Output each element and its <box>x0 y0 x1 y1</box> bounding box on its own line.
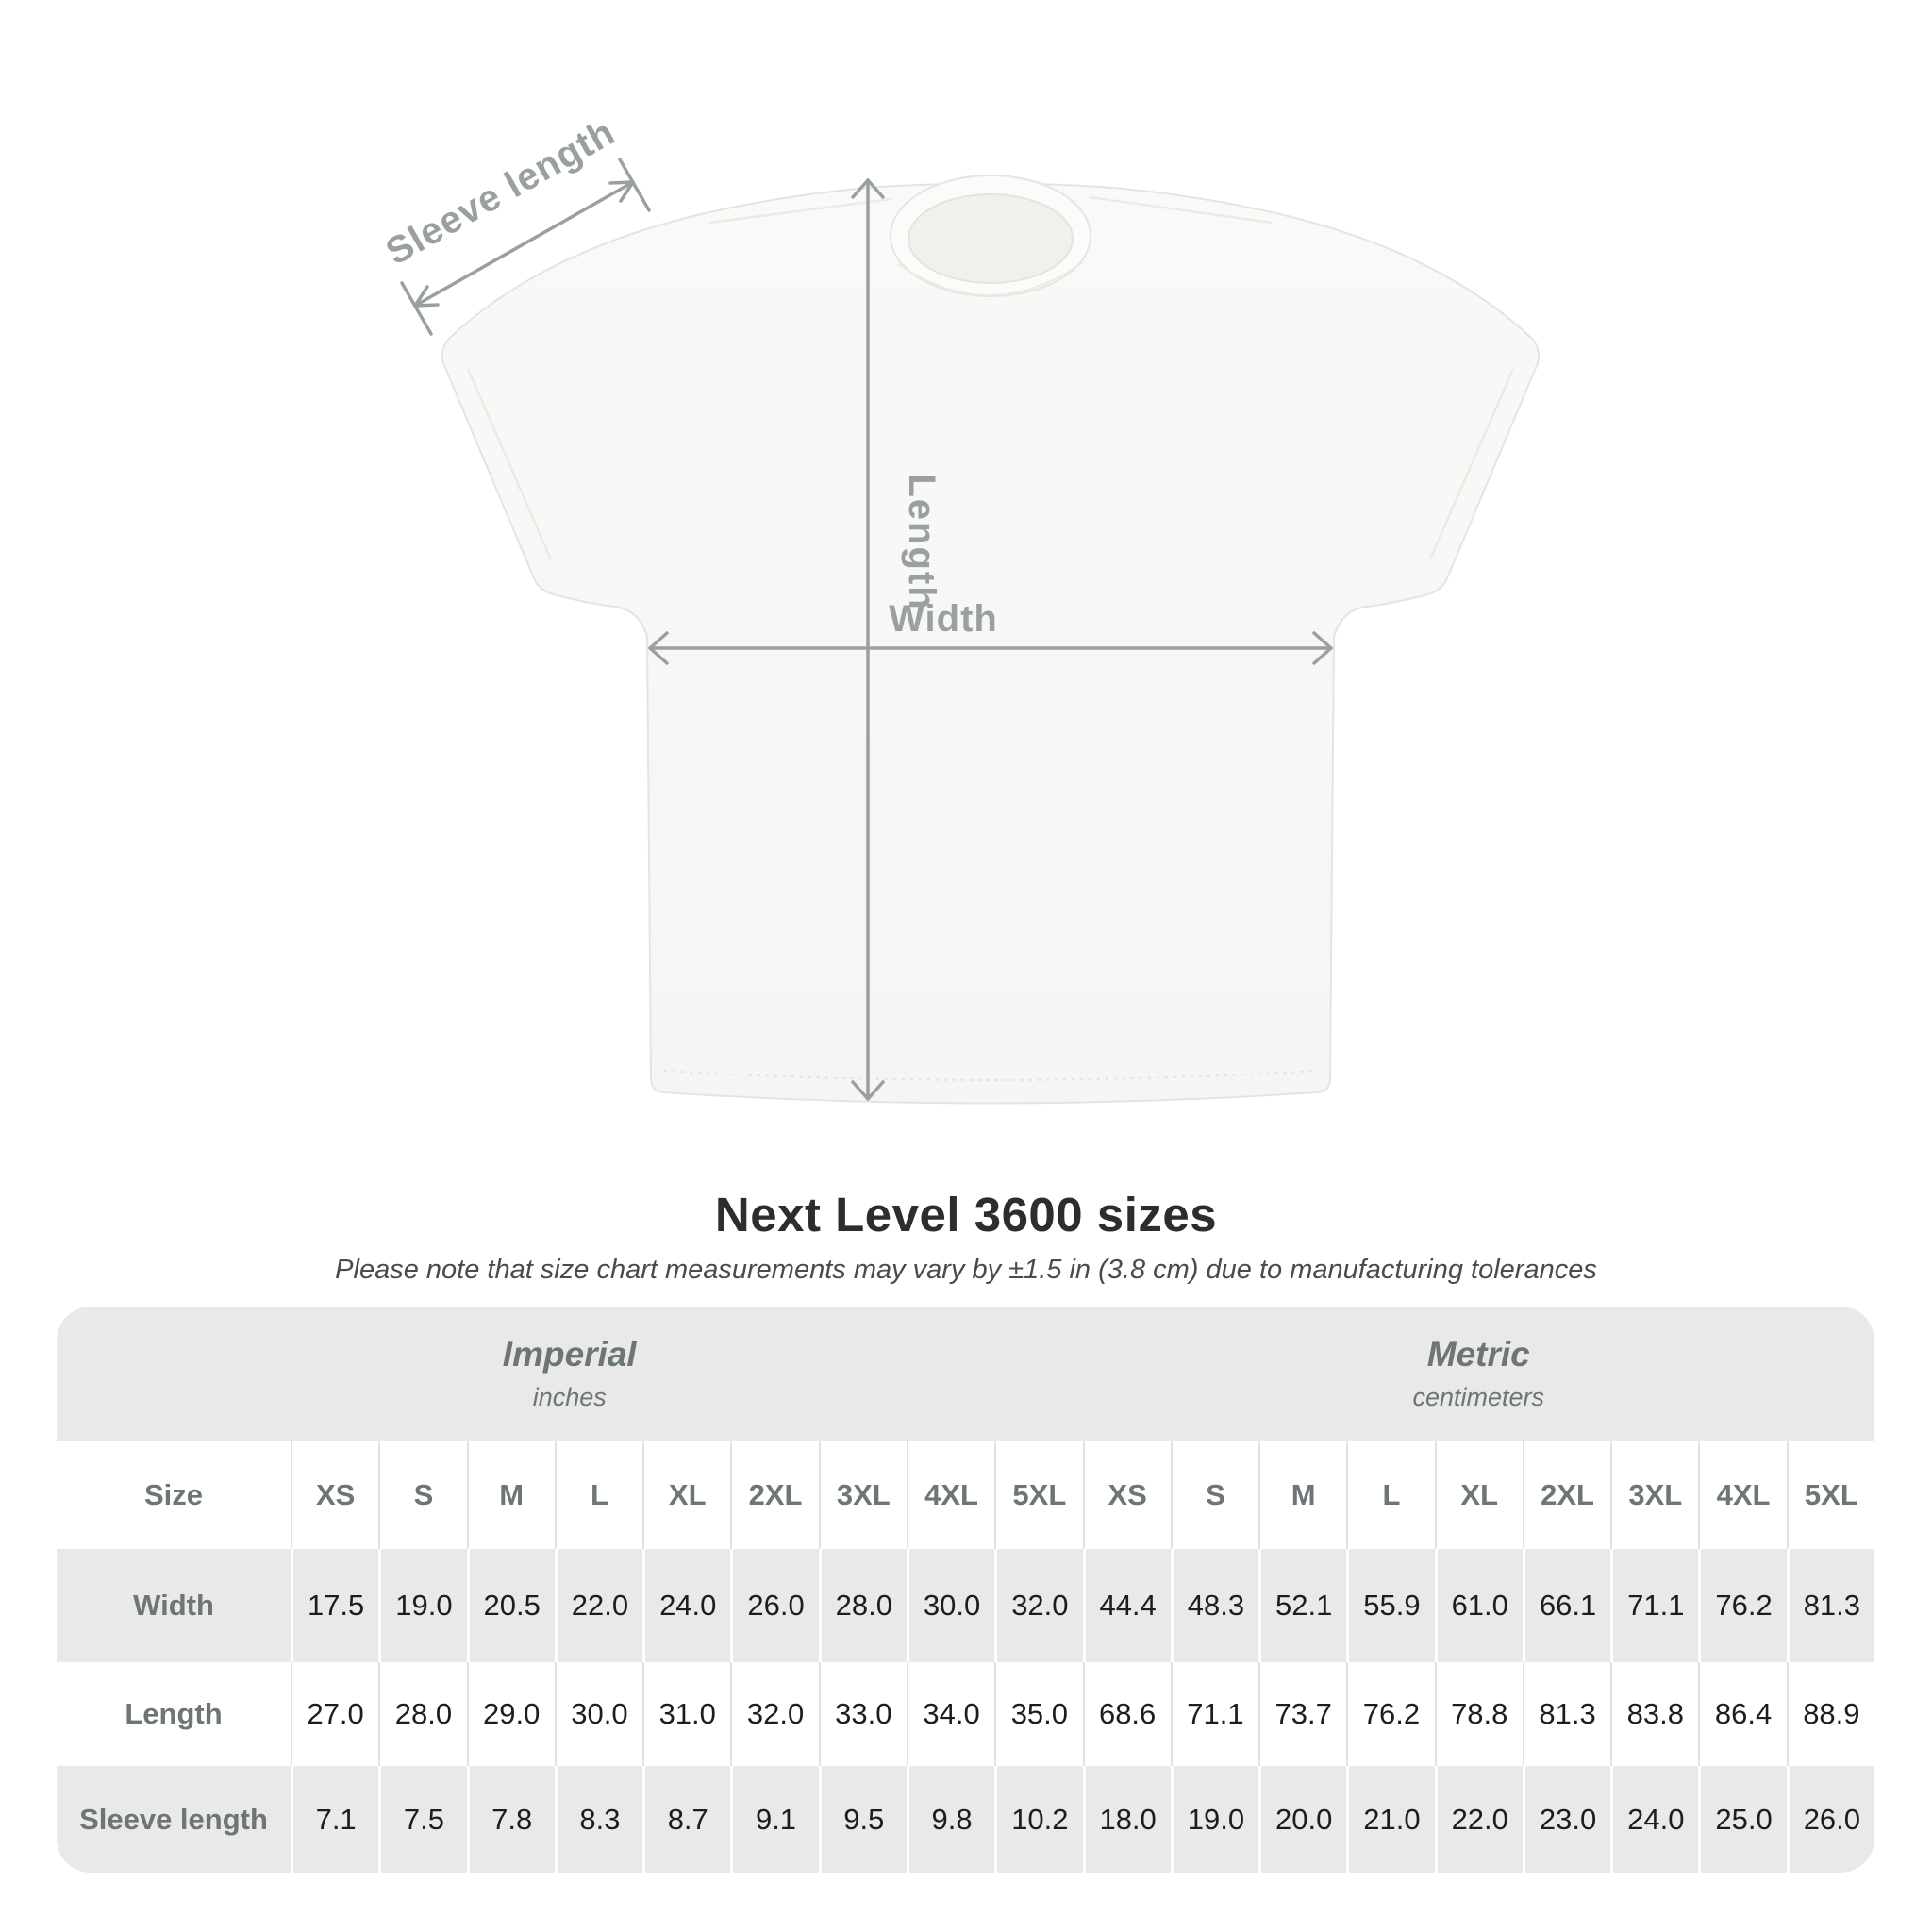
size-header-metric-5xl: 5XL <box>1787 1441 1874 1549</box>
width-imperial-4xl: 30.0 <box>907 1549 994 1662</box>
width-imperial-3xl: 28.0 <box>819 1549 907 1662</box>
width-metric-5xl: 81.3 <box>1787 1549 1874 1662</box>
sleeve-metric-m: 20.0 <box>1258 1766 1346 1873</box>
sleeve-metric-5xl: 26.0 <box>1787 1766 1874 1873</box>
width-imperial-xl: 24.0 <box>642 1549 730 1662</box>
size-table <box>57 1307 1874 1873</box>
length-imperial-4xl: 34.0 <box>907 1662 994 1766</box>
length-imperial-3xl: 33.0 <box>819 1662 907 1766</box>
width-metric-s: 48.3 <box>1171 1549 1258 1662</box>
sleeve-metric-4xl: 25.0 <box>1698 1766 1786 1873</box>
size-header-metric-3xl: 3XL <box>1610 1441 1698 1549</box>
imperial-title: Imperial <box>502 1335 637 1374</box>
size-header-metric-s: S <box>1171 1441 1258 1549</box>
length-imperial-xs: 27.0 <box>291 1662 378 1766</box>
tshirt-body <box>442 184 1539 1104</box>
size-header-imperial-4xl: 4XL <box>907 1441 994 1549</box>
size-header-metric-4xl: 4XL <box>1698 1441 1786 1549</box>
length-imperial-l: 30.0 <box>555 1662 642 1766</box>
sleeve-imperial-s: 7.5 <box>378 1766 466 1873</box>
sleeve-imperial-xs: 7.1 <box>291 1766 378 1873</box>
width-imperial-xs: 17.5 <box>291 1549 378 1662</box>
width-metric-4xl: 76.2 <box>1698 1549 1786 1662</box>
metric-section-header <box>1083 1307 1875 1441</box>
metric-unit: centimeters <box>1412 1383 1545 1411</box>
length-imperial-s: 28.0 <box>378 1662 466 1766</box>
sleeve-metric-xs: 18.0 <box>1083 1766 1171 1873</box>
length-metric-2xl: 81.3 <box>1523 1662 1610 1766</box>
length-metric-3xl: 83.8 <box>1610 1662 1698 1766</box>
width-metric-xl: 61.0 <box>1435 1549 1523 1662</box>
size-header-imperial-2xl: 2XL <box>730 1441 818 1549</box>
width-imperial-2xl: 26.0 <box>730 1549 818 1662</box>
length-metric-l: 76.2 <box>1346 1662 1434 1766</box>
size-header-imperial-l: L <box>555 1441 642 1549</box>
width-imperial-5xl: 32.0 <box>994 1549 1082 1662</box>
size-header-metric-m: M <box>1258 1441 1346 1549</box>
length-imperial-2xl: 32.0 <box>730 1662 818 1766</box>
length-metric-4xl: 86.4 <box>1698 1662 1786 1766</box>
width-label: Width <box>889 598 998 640</box>
row-label-length: Length <box>57 1662 291 1766</box>
sleeve-imperial-xl: 8.7 <box>642 1766 730 1873</box>
page-title: Next Level 3600 sizes <box>714 1188 1218 1241</box>
size-header-imperial-m: M <box>467 1441 555 1549</box>
width-metric-3xl: 71.1 <box>1610 1549 1698 1662</box>
metric-title: Metric <box>1426 1335 1530 1374</box>
size-header-metric-xl: XL <box>1435 1441 1523 1549</box>
length-label: Length <box>901 474 942 611</box>
sleeve-imperial-m: 7.8 <box>467 1766 555 1873</box>
width-imperial-m: 20.5 <box>467 1549 555 1662</box>
sleeve-metric-xl: 22.0 <box>1435 1766 1523 1873</box>
sleeve-metric-l: 21.0 <box>1346 1766 1434 1873</box>
length-imperial-m: 29.0 <box>467 1662 555 1766</box>
sleeve-imperial-3xl: 9.5 <box>819 1766 907 1873</box>
size-header-metric-xs: XS <box>1083 1441 1171 1549</box>
row-label-width: Width <box>57 1549 291 1662</box>
size-column-header: Size <box>57 1441 291 1549</box>
sleeve-imperial-5xl: 10.2 <box>994 1766 1082 1873</box>
length-metric-m: 73.7 <box>1258 1662 1346 1766</box>
length-metric-5xl: 88.9 <box>1787 1662 1874 1766</box>
sleeve-metric-2xl: 23.0 <box>1523 1766 1610 1873</box>
width-metric-xs: 44.4 <box>1083 1549 1171 1662</box>
sleeve-imperial-l: 8.3 <box>555 1766 642 1873</box>
length-metric-s: 71.1 <box>1171 1662 1258 1766</box>
sleeve-metric-3xl: 24.0 <box>1610 1766 1698 1873</box>
size-header-metric-2xl: 2XL <box>1523 1441 1610 1549</box>
size-header-imperial-3xl: 3XL <box>819 1441 907 1549</box>
width-metric-m: 52.1 <box>1258 1549 1346 1662</box>
size-header-imperial-s: S <box>378 1441 466 1549</box>
sleeve-metric-s: 19.0 <box>1171 1766 1258 1873</box>
imperial-section-header <box>57 1307 1083 1441</box>
size-header-imperial-5xl: 5XL <box>994 1441 1082 1549</box>
sleeve-length-label: Sleeve length <box>378 110 623 274</box>
size-header-metric-l: L <box>1346 1441 1434 1549</box>
width-metric-2xl: 66.1 <box>1523 1549 1610 1662</box>
row-label-sleeve-length: Sleeve length <box>57 1766 291 1873</box>
width-metric-l: 55.9 <box>1346 1549 1434 1662</box>
length-imperial-5xl: 35.0 <box>994 1662 1082 1766</box>
collar-inner <box>908 194 1073 283</box>
length-metric-xs: 68.6 <box>1083 1662 1171 1766</box>
tolerance-note: Please note that size chart measurements may vary by ±1.5 in (3.8 cm) due to manufacturing tolerances <box>335 1255 1597 1285</box>
size-header-imperial-xl: XL <box>642 1441 730 1549</box>
size-header-imperial-xs: XS <box>291 1441 378 1549</box>
imperial-unit: inches <box>532 1383 607 1411</box>
length-metric-xl: 78.8 <box>1435 1662 1523 1766</box>
width-imperial-s: 19.0 <box>378 1549 466 1662</box>
sleeve-imperial-4xl: 9.8 <box>907 1766 994 1873</box>
tshirt-measurement-diagram <box>283 90 1604 1146</box>
sleeve-imperial-2xl: 9.1 <box>730 1766 818 1873</box>
length-imperial-xl: 31.0 <box>642 1662 730 1766</box>
width-imperial-l: 22.0 <box>555 1549 642 1662</box>
